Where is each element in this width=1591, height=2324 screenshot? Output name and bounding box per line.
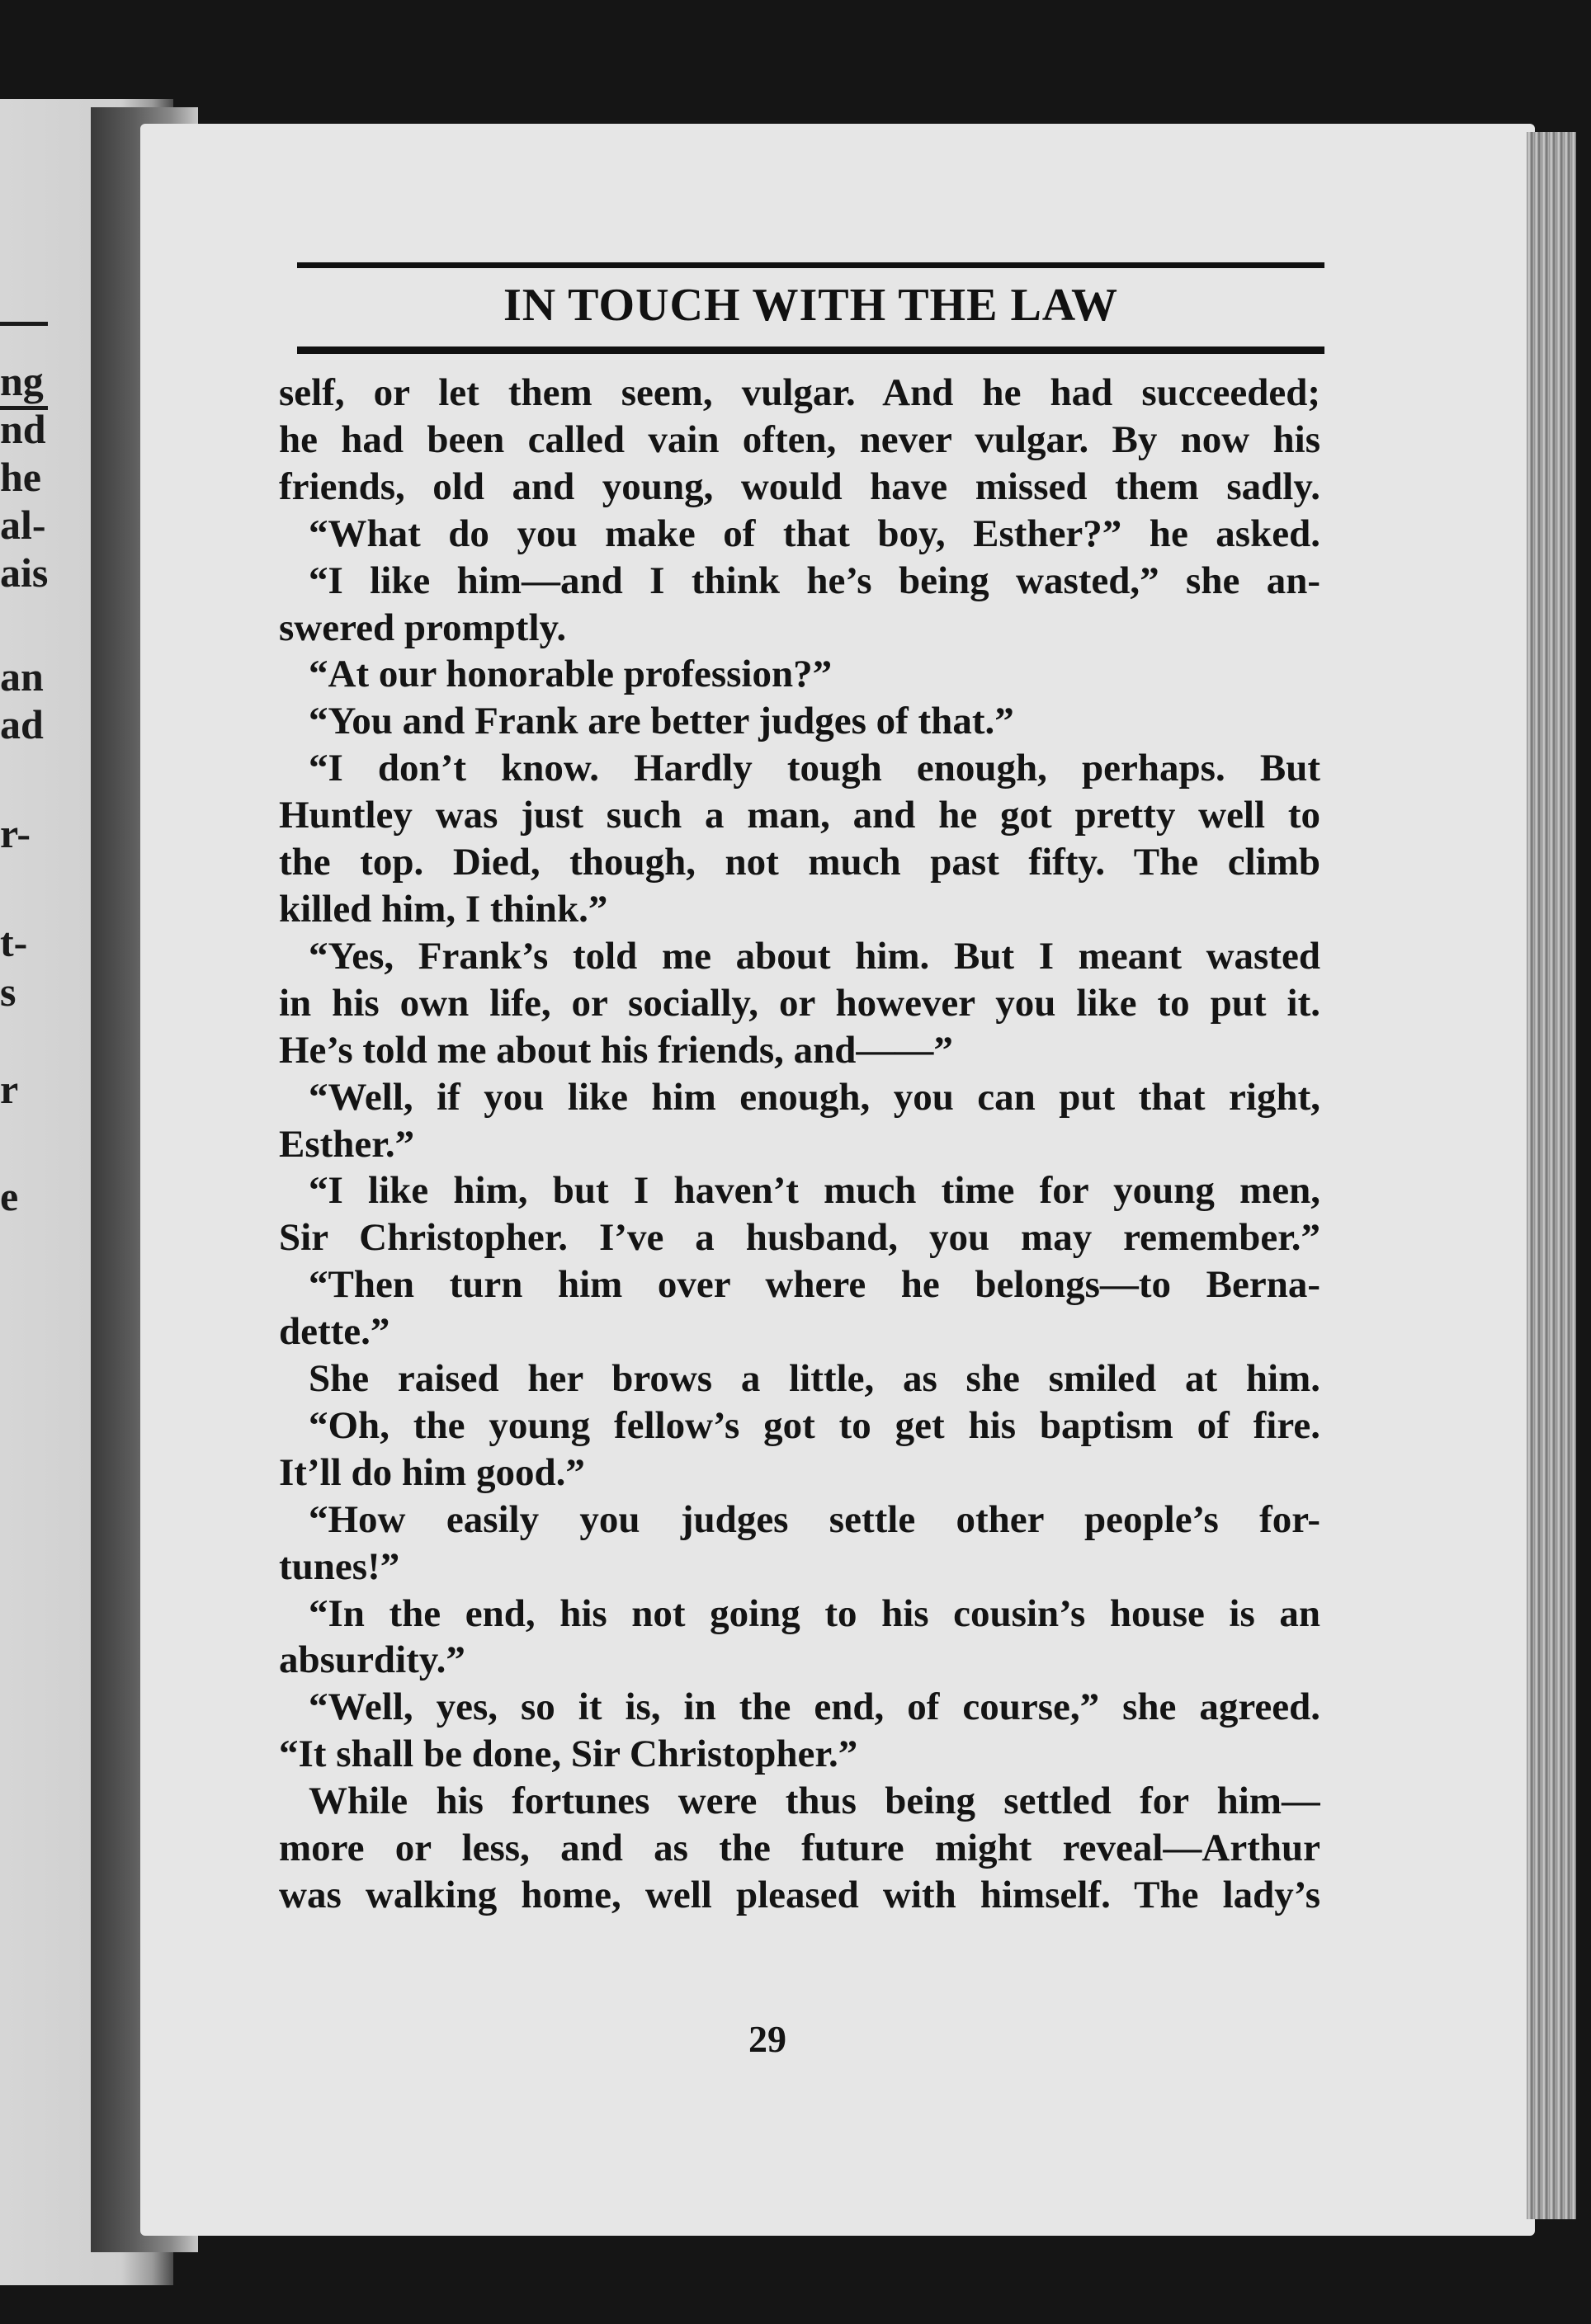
text-line: “I don’t know. Hardly tough enough, perhaps. But <box>309 747 1320 790</box>
facing-page-fragment: s <box>0 969 17 1015</box>
text-line: the top. Died, though, not much past fifty. The climb <box>279 841 1320 884</box>
text-line: “Then turn him over where he belongs—to Berna- <box>309 1263 1320 1307</box>
text-line: “It shall be done, Sir Christopher.” <box>279 1732 858 1776</box>
text-line: It’ll do him good.” <box>279 1450 585 1494</box>
text-line: absurdity.” <box>279 1638 465 1682</box>
text-line: “Oh, the young fellow’s got to get his baptism of fire. <box>309 1403 1320 1447</box>
text-line: friends, old and young, would have missed them sadly. <box>279 464 1320 508</box>
text-line: Esther.” <box>279 1122 415 1166</box>
running-head: IN TOUCH WITH THE LAW <box>503 280 1119 331</box>
text-line: “I like him—and I think he’s being wasted,” she an- <box>309 559 1320 602</box>
text-line: killed him, I think.” <box>279 887 608 931</box>
page-number: 29 <box>748 2018 786 2060</box>
text-line: “Well, if you like him enough, you can put that right, <box>309 1075 1320 1119</box>
text-line: “You and Frank are better judges of that.” <box>309 700 1014 743</box>
facing-page-fragment: e <box>0 1173 19 1219</box>
text-line: self, or let them seem, vulgar. And he had succeeded; <box>279 371 1320 414</box>
text-line: “At our honorable profession?” <box>309 653 833 696</box>
facing-page-fragment: ad <box>0 701 44 747</box>
text-line: swered promptly. <box>279 606 567 649</box>
text-line: He’s told me about his friends, and——” <box>279 1028 953 1072</box>
text-line: “What do you make of that boy, Esther?” he asked. <box>309 511 1320 555</box>
text-line: more or less, and as the future might reveal—Arthur <box>279 1827 1320 1870</box>
text-line: “I like him, but I haven’t much time for young men, <box>309 1169 1320 1213</box>
text-line: “Yes, Frank’s told me about him. But I meant wasted <box>309 934 1320 978</box>
text-line: “In the end, his not going to his cousin’s house is an <box>309 1591 1320 1635</box>
facing-page-fragment: al- <box>0 502 46 548</box>
text-line: tunes!” <box>279 1544 400 1588</box>
facing-page-fragment: nd <box>0 406 46 452</box>
facing-page-fragment: ais <box>0 549 49 596</box>
text-line: Huntley was just such a man, and he got pretty well to <box>279 794 1320 837</box>
header-rule-bottom <box>297 346 1324 354</box>
facing-page-fragment: t- <box>0 919 28 965</box>
body-text <box>279 370 1320 1919</box>
page-edges <box>1527 132 1576 2219</box>
facing-page-fragment: r- <box>0 810 31 856</box>
facing-page-fragment: an <box>0 653 44 700</box>
text-line: in his own life, or socially, or however you like to put it. <box>279 981 1320 1025</box>
facing-page-fragment: ng <box>0 358 44 404</box>
text-line: “How easily you judges settle other people’s for- <box>309 1497 1320 1541</box>
text-line: dette.” <box>279 1310 390 1354</box>
facing-page-fragment: r <box>0 1066 19 1112</box>
header-rule-top <box>297 262 1324 268</box>
text-line: She raised her brows a little, as she smiled at him. <box>309 1357 1320 1401</box>
text-line: was walking home, well pleased with himself. The lady’s <box>279 1874 1320 1916</box>
text-line: Sir Christopher. I’ve a husband, you may remember.” <box>279 1216 1320 1260</box>
facing-page-rule <box>0 322 48 326</box>
text-line: While his fortunes were thus being settled for him— <box>309 1780 1320 1823</box>
text-line: he had been called vain often, never vulgar. By now his <box>279 417 1320 461</box>
facing-page-fragment: he <box>0 454 41 500</box>
text-line: “Well, yes, so it is, in the end, of course,” she agreed. <box>309 1685 1320 1729</box>
